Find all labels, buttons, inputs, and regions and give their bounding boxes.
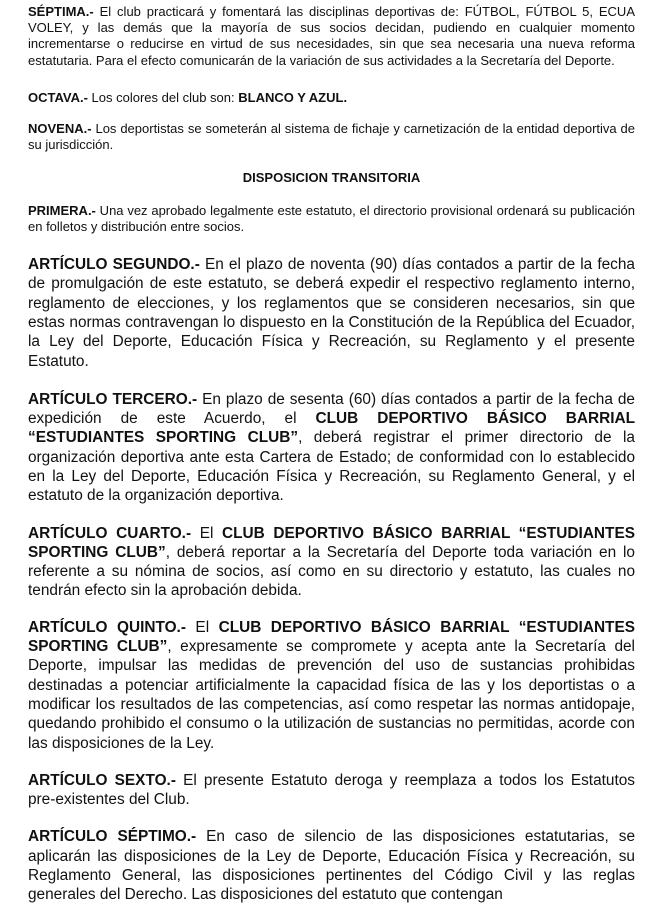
article-text: El (191, 524, 222, 542)
article-label: ARTÍCULO SÉPTIMO.- (28, 828, 197, 846)
article-text: , deberá registrar el primer directorio de la organización deportiva ante esta Cartera de Estado; de conformidad con lo establecido en la Ley del Deporte, Educación Física y Recreación, su Reglamento General, y el estatuto de la organización deportiva. (28, 429, 635, 505)
article-label: ARTÍCULO SEXTO.- (28, 771, 176, 789)
clause-octava (28, 90, 635, 106)
article-text: , deberá reportar a la Secretaría del Deporte toda variación en lo referente a su nómina de socios, así como en su directorio y estatuto, las cuales no tendrán efecto sin la aprobación debida. (28, 543, 635, 600)
article-text: El presente Estatuto deroga y reemplaza a todos los Estatutos pre-existentes del Club. (28, 771, 635, 809)
clause-label: PRIMERA.- (28, 202, 96, 218)
article-text: El (185, 618, 219, 636)
clause-novena (28, 121, 635, 153)
club-name: CLUB DEPORTIVO BÁSICO BARRIAL “ESTUDIANTES SPORTING CLUB” (28, 618, 635, 656)
club-name: CLUB DEPORTIVO BÁSICO BARRIAL “ESTUDIANTES SPORTING CLUB” (28, 524, 635, 561)
club-name: CLUB DEPORTIVO BÁSICO BARRIAL “ESTUDIANTES SPORTING CLUB” (28, 410, 636, 447)
article-tercero (28, 390, 635, 506)
article-segundo (28, 255, 635, 371)
clause-label: SÉPTIMA.- (28, 4, 94, 19)
clause-septima (28, 4, 635, 69)
article-septimo (28, 827, 635, 904)
clause-label: NOVENA.- (28, 121, 92, 137)
clause-text: Los colores del club son: (87, 89, 239, 105)
clause-label: OCTAVA.- (28, 89, 88, 105)
article-cuarto (28, 524, 635, 601)
article-label: ARTÍCULO TERCERO.- (28, 390, 198, 408)
article-sexto (28, 771, 635, 810)
club-colors: BLANCO Y AZUL. (238, 89, 348, 105)
article-label: ARTÍCULO QUINTO.- (28, 618, 186, 636)
section-heading: DISPOSICION TRANSITORIA (242, 170, 421, 186)
article-text: En caso de silencio de las disposiciones estatutarias, se aplicarán las disposiciones de la Ley de Deporte, Educación Física y Recreación, su Reglamento General, las disposiciones pertinentes del Código Civil y las reglas generales del Derecho. Las disposiciones del estatuto que contengan (28, 828, 636, 904)
article-text: En el plazo de noventa (90) días contados a partir de la fecha de promulgación de este estatuto, se deberá expedir el respectivo reglamento interno, reglamento de elecciones, y los reglamentos que se consideren necesarios, sin que estas normas contravengan lo dispuesto en la Constitución de la República del Ecuador, la Ley del Deporte, Educación Física y Recreación, su Reglamento y el presente Estatuto. (28, 256, 635, 370)
article-quinto (28, 618, 635, 753)
article-text: , expresamente se compromete y acepta ante la Secretaría del Deporte, impulsar las medidas de prevención del uso de sustancias prohibidas destinadas a potenciar artificialmente la capacidad física de las y los deportistas o a modificar los resultados de las competencias, así como respetar las normas antidopaje, quedando prohibido el consumo o la utilización de sustancias no permitidas, acorde con las disposiciones de la Ley. (28, 638, 635, 752)
article-label: ARTÍCULO SEGUNDO.- (28, 256, 200, 274)
clause-primera (28, 203, 635, 235)
clause-text: Los deportistas se someterán al sistema de fichaje y carnetización de la entidad deportiva de su jurisdicción. (28, 121, 635, 153)
article-text: En plazo de sesenta (60) días contados a partir de la fecha de expedición de este Acuerdo, el (28, 390, 635, 428)
clause-text: Una vez aprobado legalmente este estatuto, el directorio provisional ordenará su publicación en folletos y distribución entre socios. (28, 202, 635, 234)
article-label: ARTÍCULO CUARTO.- (28, 524, 192, 542)
clause-text: El club practicará y fomentará las disciplinas deportivas de: FÚTBOL, FÚTBOL 5, ECUA VOLEY, y las demás que la mayoría de sus socios decidan, pudiendo en cualquier momento incrementarse o reducirse en virtud de sus necesidades, sin que sea necesaria una nueva reforma estatutaria. Para el efecto comunicarán de la variación de sus actividades a la Secretaría del Deporte. (28, 4, 635, 68)
